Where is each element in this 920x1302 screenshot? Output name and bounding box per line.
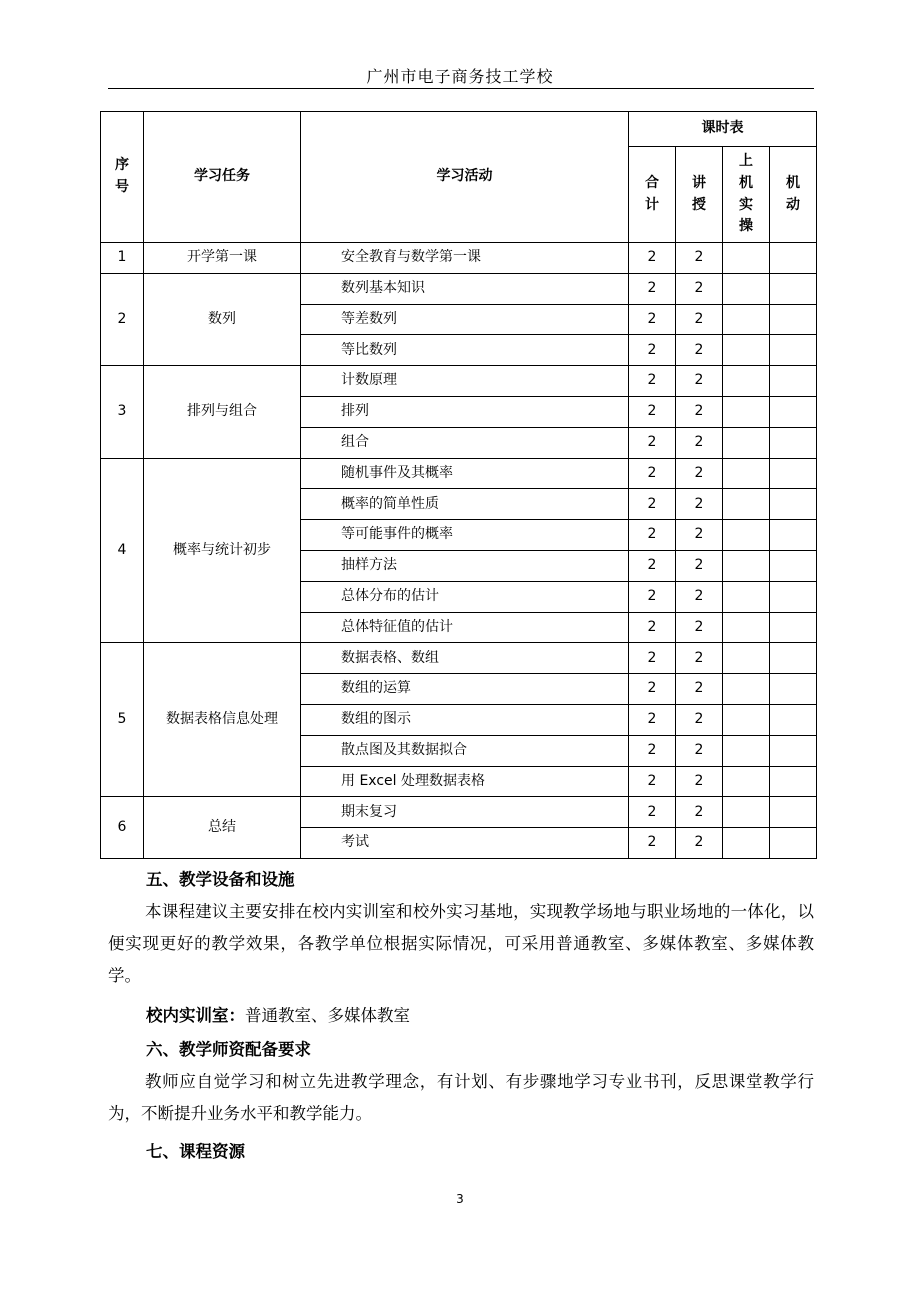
cell-flex [770, 643, 817, 674]
cell-lab [723, 273, 770, 304]
table-row [101, 643, 817, 674]
cell-task: 数据表格信息处理 [144, 643, 301, 797]
section6-paragraph: 教师应自觉学习和树立先进教学理念，有计划、有步骤地学习专业书刊，反思课堂教学行为，不断提升业务水平和教学能力。 [108, 1072, 814, 1123]
cell-flex [770, 828, 817, 859]
cell-total: 2 [629, 273, 676, 304]
cell-lecture: 2 [676, 396, 723, 427]
cell-total: 2 [629, 458, 676, 489]
cell-lecture: 2 [676, 273, 723, 304]
cell-flex [770, 458, 817, 489]
cell-task: 开学第一课 [144, 243, 301, 274]
cell-lecture: 2 [676, 489, 723, 520]
cell-lab [723, 304, 770, 335]
cell-total: 2 [629, 704, 676, 735]
cell-flex [770, 396, 817, 427]
cell-activity: 计数原理 [301, 366, 629, 397]
cell-flex [770, 427, 817, 458]
cell-task: 排列与组合 [144, 366, 301, 458]
cell-lecture: 2 [676, 766, 723, 797]
cell-lecture: 2 [676, 335, 723, 366]
header-flex: 机动 [770, 147, 817, 243]
cell-lab [723, 335, 770, 366]
section5-paragraph: 本课程建议主要安排在校内实训室和校外实习基地，实现教学场地与职业场地的一体化，以便实现更好的教学效果，各教学单位根据实际情况，可采用普通教室、多媒体教室、多媒体教学。 [108, 902, 814, 985]
cell-lab [723, 643, 770, 674]
cell-flex [770, 704, 817, 735]
cell-activity: 数列基本知识 [301, 273, 629, 304]
cell-lab [723, 458, 770, 489]
cell-total: 2 [629, 550, 676, 581]
page-number: 3 [456, 1192, 464, 1206]
cell-index: 3 [101, 366, 144, 458]
cell-lab [723, 581, 770, 612]
cell-total: 2 [629, 396, 676, 427]
table-row [101, 458, 817, 489]
cell-flex [770, 489, 817, 520]
cell-index: 6 [101, 797, 144, 859]
table-row [101, 797, 817, 828]
cell-lecture: 2 [676, 704, 723, 735]
cell-total: 2 [629, 766, 676, 797]
cell-lecture: 2 [676, 797, 723, 828]
cell-activity: 抽样方法 [301, 550, 629, 581]
cell-total: 2 [629, 581, 676, 612]
cell-total: 2 [629, 427, 676, 458]
cell-lab [723, 612, 770, 643]
cell-lecture: 2 [676, 520, 723, 551]
header-divider [108, 88, 814, 89]
cell-lab [723, 828, 770, 859]
cell-lecture: 2 [676, 550, 723, 581]
cell-lecture: 2 [676, 243, 723, 274]
cell-flex [770, 612, 817, 643]
header-index: 序号 [101, 112, 144, 243]
header-hours-group: 课时表 [629, 112, 817, 147]
cell-lab [723, 550, 770, 581]
cell-total: 2 [629, 243, 676, 274]
cell-lab [723, 704, 770, 735]
cell-lab [723, 766, 770, 797]
section6-title: 六、教学师资配备要求 [146, 1040, 311, 1059]
cell-total: 2 [629, 797, 676, 828]
cell-lab [723, 735, 770, 766]
cell-task: 概率与统计初步 [144, 458, 301, 643]
cell-activity: 安全教育与数学第一课 [301, 243, 629, 274]
header-total: 合计 [629, 147, 676, 243]
cell-flex [770, 243, 817, 274]
section5-title: 五、教学设备和设施 [146, 870, 295, 889]
cell-lecture: 2 [676, 828, 723, 859]
header-lab: 上机实操 [723, 147, 770, 243]
cell-total: 2 [629, 335, 676, 366]
cell-lecture: 2 [676, 581, 723, 612]
facility-line [146, 1002, 410, 1026]
cell-activity: 等比数列 [301, 335, 629, 366]
cell-lab [723, 520, 770, 551]
cell-activity: 总体特征值的估计 [301, 612, 629, 643]
table-row [101, 243, 817, 274]
cell-lecture: 2 [676, 735, 723, 766]
table-header [101, 112, 817, 243]
cell-lecture: 2 [676, 674, 723, 705]
cell-lecture: 2 [676, 366, 723, 397]
cell-lecture: 2 [676, 458, 723, 489]
cell-index: 5 [101, 643, 144, 797]
course-schedule-table [100, 111, 817, 859]
cell-activity: 数组的运算 [301, 674, 629, 705]
cell-activity: 等可能事件的概率 [301, 520, 629, 551]
cell-total: 2 [629, 489, 676, 520]
cell-activity: 数据表格、数组 [301, 643, 629, 674]
cell-index: 2 [101, 273, 144, 365]
cell-flex [770, 335, 817, 366]
cell-lecture: 2 [676, 612, 723, 643]
cell-flex [770, 520, 817, 551]
table-row [101, 366, 817, 397]
cell-lab [723, 427, 770, 458]
cell-activity: 数组的图示 [301, 704, 629, 735]
cell-lecture: 2 [676, 304, 723, 335]
cell-total: 2 [629, 828, 676, 859]
cell-flex [770, 735, 817, 766]
facility-label: 校内实训室： [146, 1006, 245, 1025]
cell-lecture: 2 [676, 643, 723, 674]
header-activity: 学习活动 [301, 112, 629, 243]
cell-activity: 随机事件及其概率 [301, 458, 629, 489]
cell-flex [770, 581, 817, 612]
cell-task: 总结 [144, 797, 301, 859]
cell-lab [723, 396, 770, 427]
header-task: 学习任务 [144, 112, 301, 243]
cell-total: 2 [629, 612, 676, 643]
cell-lab [723, 366, 770, 397]
section7-title: 七、课程资源 [146, 1142, 245, 1161]
cell-activity: 散点图及其数据拟合 [301, 735, 629, 766]
cell-activity: 排列 [301, 396, 629, 427]
cell-lab [723, 243, 770, 274]
cell-total: 2 [629, 643, 676, 674]
cell-lecture: 2 [676, 427, 723, 458]
cell-task: 数列 [144, 273, 301, 365]
cell-flex [770, 366, 817, 397]
cell-flex [770, 304, 817, 335]
cell-flex [770, 674, 817, 705]
header-lecture: 讲授 [676, 147, 723, 243]
cell-total: 2 [629, 304, 676, 335]
cell-total: 2 [629, 674, 676, 705]
cell-activity: 概率的简单性质 [301, 489, 629, 520]
cell-activity: 等差数列 [301, 304, 629, 335]
cell-flex [770, 766, 817, 797]
cell-total: 2 [629, 366, 676, 397]
cell-flex [770, 273, 817, 304]
cell-lab [723, 674, 770, 705]
table-body [101, 243, 817, 859]
cell-lab [723, 797, 770, 828]
table-row [101, 273, 817, 304]
cell-total: 2 [629, 735, 676, 766]
cell-activity: 总体分布的估计 [301, 581, 629, 612]
cell-index: 1 [101, 243, 144, 274]
cell-activity: 用 Excel 处理数据表格 [301, 766, 629, 797]
cell-lab [723, 489, 770, 520]
school-name: 广州市电子商务技工学校 [366, 67, 554, 86]
cell-index: 4 [101, 458, 144, 643]
cell-flex [770, 550, 817, 581]
cell-activity: 考试 [301, 828, 629, 859]
cell-activity: 期末复习 [301, 797, 629, 828]
cell-total: 2 [629, 520, 676, 551]
cell-flex [770, 797, 817, 828]
facility-value: 普通教室、多媒体教室 [245, 1006, 410, 1025]
cell-activity: 组合 [301, 427, 629, 458]
